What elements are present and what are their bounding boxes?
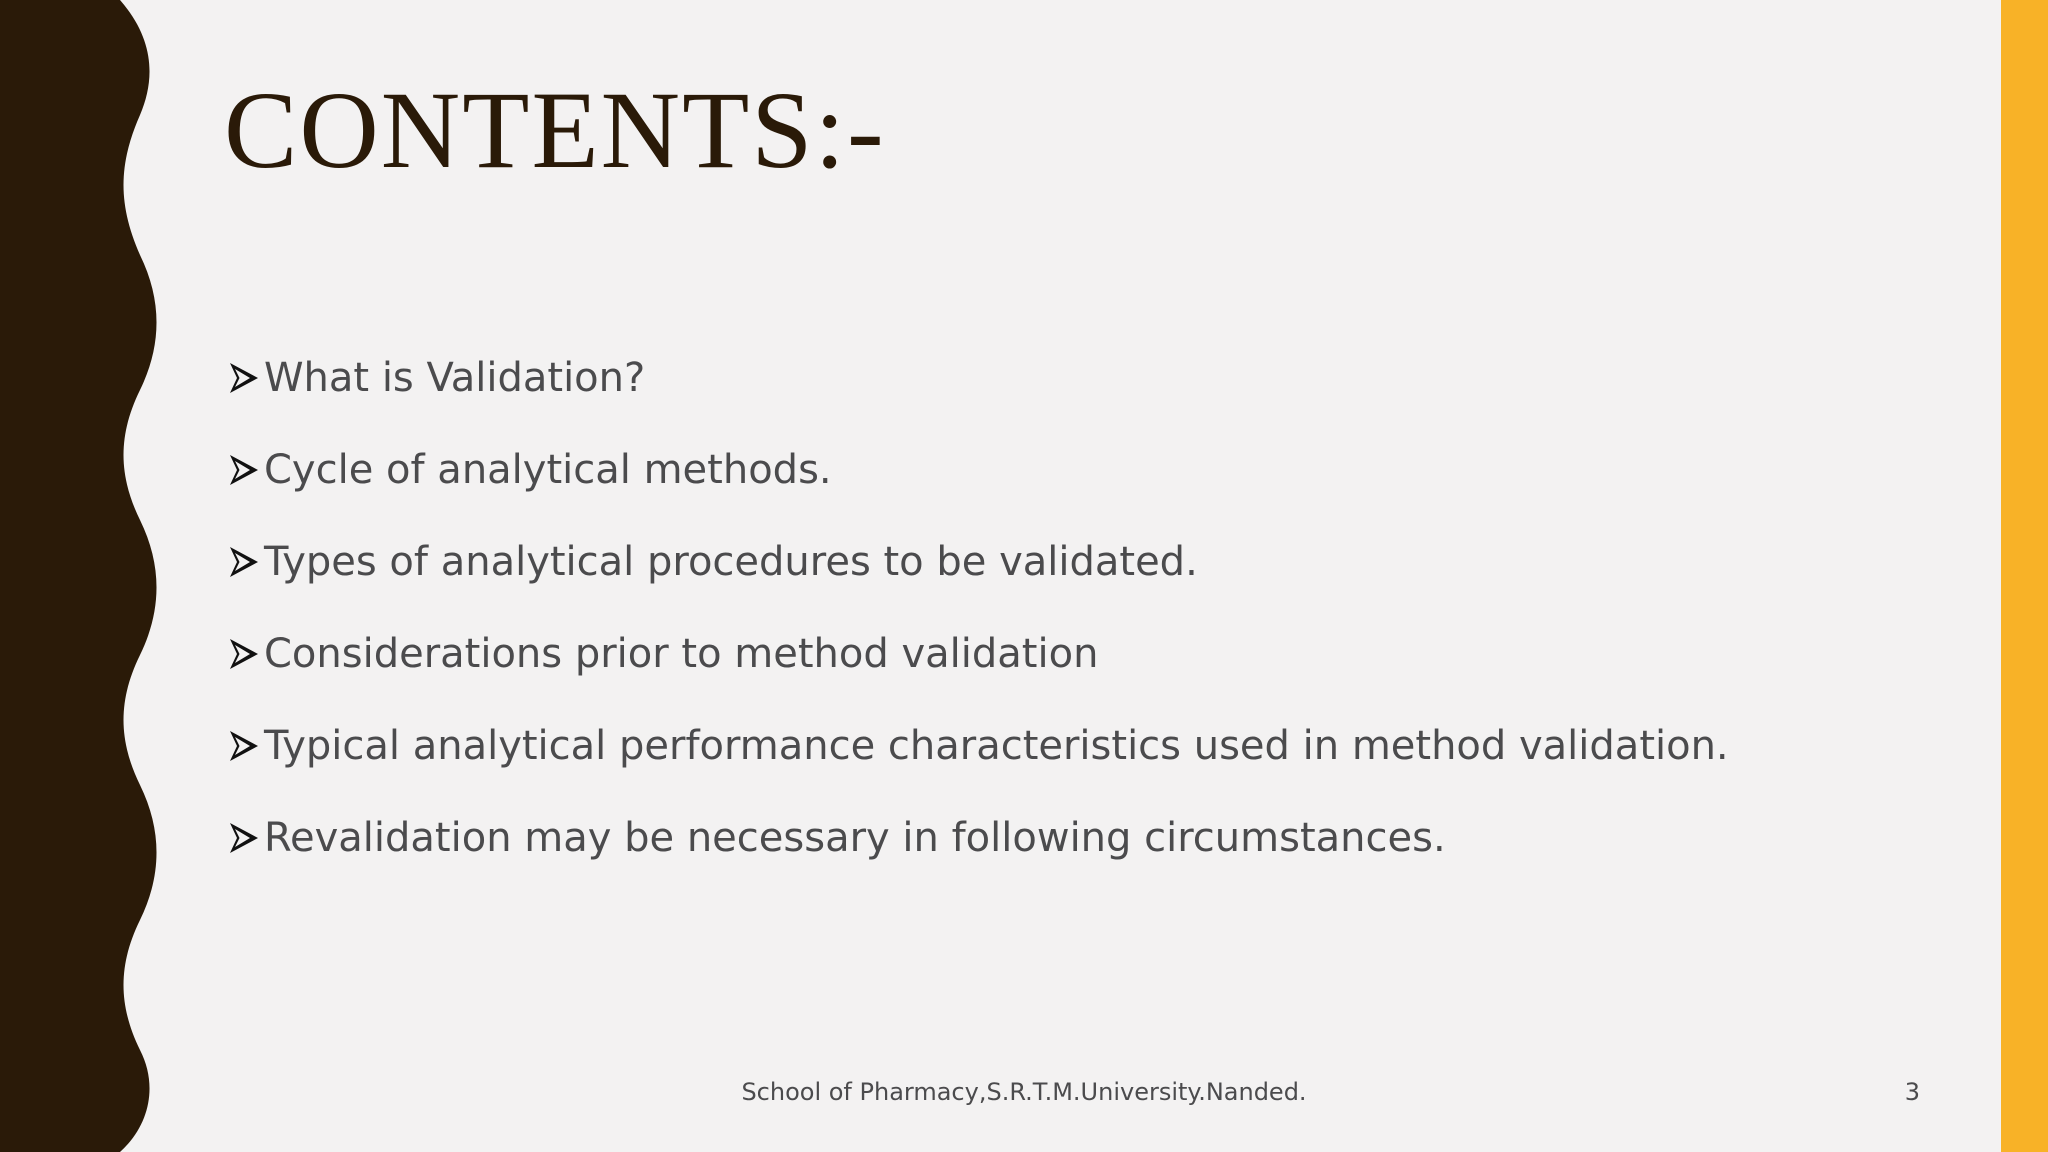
slide-footer: School of Pharmacy,S.R.T.M.University.Nanded.	[741, 1078, 1307, 1106]
list-item-text: Considerations prior to method validation	[264, 631, 1099, 677]
arrowhead-bullet-icon	[226, 727, 262, 765]
left-wave-border	[0, 0, 160, 1152]
list-item-text: Types of analytical procedures to be validated.	[264, 539, 1198, 585]
list-item-text: Cycle of analytical methods.	[264, 447, 832, 493]
arrowhead-bullet-icon	[226, 635, 262, 673]
arrowhead-bullet-icon	[226, 451, 262, 489]
wave-shape	[0, 0, 157, 1152]
list-item-text: Revalidation may be necessary in following circumstances.	[264, 815, 1446, 861]
slide-title: CONTENTS:-	[224, 69, 886, 191]
list-item-text: Typical analytical performance characteristics used in method validation.	[264, 723, 1729, 769]
list-item	[226, 608, 1926, 700]
list-item	[226, 424, 1926, 516]
right-accent-bar	[2001, 0, 2048, 1152]
page-number: 3	[1904, 1078, 1920, 1106]
list-item	[226, 792, 1926, 884]
list-item	[226, 516, 1926, 608]
list-item	[226, 332, 1926, 424]
arrowhead-bullet-icon	[226, 359, 262, 397]
list-item-text: What is Validation?	[264, 355, 646, 401]
contents-list	[226, 332, 1926, 884]
arrowhead-bullet-icon	[226, 543, 262, 581]
arrowhead-bullet-icon	[226, 819, 262, 857]
list-item	[226, 700, 1926, 792]
